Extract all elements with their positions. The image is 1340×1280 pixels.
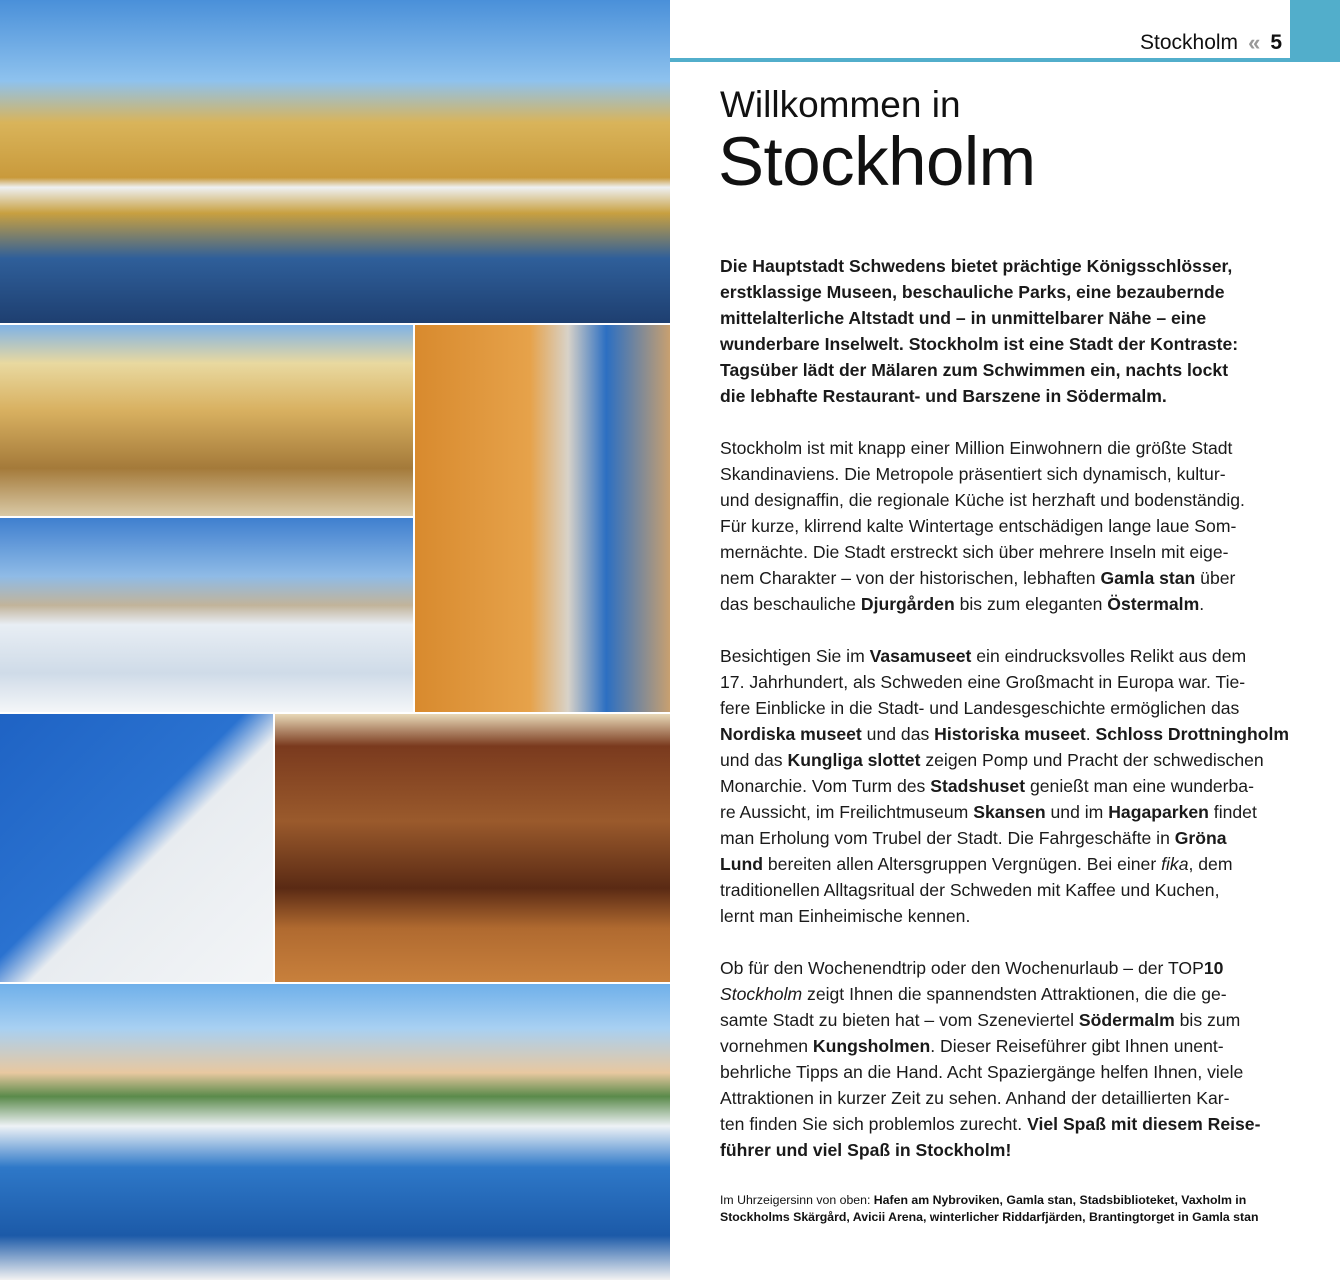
text-run: 17. Jahrhundert, als Schweden eine Großmacht in Europa war. Tie- <box>720 672 1246 692</box>
text-line <box>720 279 1295 305</box>
caption-line1: Hafen am Nybroviken, Gamla stan, Stadsbiblioteket, Vaxholm in <box>873 1193 1247 1207</box>
section-name: Stockholm <box>1140 31 1239 54</box>
text-line <box>720 903 1295 929</box>
text-run: und im <box>1045 802 1109 822</box>
photo-caption <box>720 1192 1258 1226</box>
body-text <box>720 253 1295 1189</box>
lead-paragraph <box>720 253 1295 409</box>
italic-term: Stockholm <box>720 984 803 1004</box>
text-run: findet <box>1208 802 1257 822</box>
text-run: das beschauliche <box>720 594 861 614</box>
text-run: vornehmen <box>720 1036 813 1056</box>
photo-winterlicher-riddarfjaerden <box>0 518 413 712</box>
photo-stadsbiblioteket <box>275 714 670 982</box>
paragraph <box>720 643 1295 929</box>
bold-term: Djurgården <box>860 594 955 614</box>
text-run: . Dieser Reiseführer gibt Ihnen unent- <box>930 1036 1224 1056</box>
text-line <box>720 695 1295 721</box>
photo-avicii-arena <box>0 714 273 982</box>
text-run: genießt man eine wunderba- <box>1025 776 1254 796</box>
bold-term: Historiska museet <box>934 724 1086 744</box>
text-run: Die Hauptstadt Schwedens bietet prächtige Königsschlösser, <box>720 256 1233 276</box>
text-run: . <box>1085 724 1096 744</box>
photo-gamla-stan <box>415 325 670 712</box>
text-run: traditionellen Alltagsritual der Schweden mit Kaffee und Kuchen, <box>720 880 1220 900</box>
text-run: Monarchie. Vom Turm des <box>720 776 931 796</box>
text-line <box>720 799 1295 825</box>
text-line <box>720 851 1295 877</box>
text-line <box>720 565 1295 591</box>
text-line <box>720 383 1295 409</box>
bold-term: Nordiska museet <box>720 724 862 744</box>
text-line <box>720 669 1295 695</box>
text-line <box>720 591 1295 617</box>
text-run: man Erholung vom Trubel der Stadt. Die Fahrgeschäfte in <box>720 828 1175 848</box>
text-run: bereiten allen Altersgruppen Vergnügen. Bei einer <box>763 854 1162 874</box>
text-line <box>720 747 1295 773</box>
text-run: . <box>1199 594 1205 614</box>
text-line <box>720 643 1295 669</box>
text-run: Tagsüber lädt der Mälaren zum Schwimmen ein, nachts lockt <box>720 360 1229 380</box>
bold-term: Södermalm <box>1078 1010 1175 1030</box>
text-line <box>720 435 1295 461</box>
bold-term: Skansen <box>973 802 1046 822</box>
caption-line2: Stockholms Skärgård, Avicii Arena, winterlicher Riddarfjärden, Brantingtorget in Gamla stan <box>720 1210 1259 1224</box>
text-run: re Aussicht, im Freilichtmuseum <box>720 802 974 822</box>
paragraph <box>720 435 1295 617</box>
text-run: zeigt Ihnen die spannendsten Attraktionen, die die ge- <box>802 984 1227 1004</box>
text-run: zeigen Pomp und Pracht der schwedischen <box>920 750 1264 770</box>
text-line <box>720 955 1295 981</box>
text-line <box>720 1085 1295 1111</box>
text-run: Attraktionen in kurzer Zeit zu sehen. Anhand der detaillierten Kar- <box>720 1088 1230 1108</box>
bold-term: Schloss Drottningholm <box>1095 724 1290 744</box>
text-run: Stockholm ist mit knapp einer Million Einwohnern die größte Stadt <box>720 438 1233 458</box>
text-run: Skandinaviens. Die Metropole präsentiert sich dynamisch, kultur- <box>720 464 1226 484</box>
text-run: Für kurze, klirrend kalte Wintertage entschädigen lange laue Som- <box>720 516 1237 536</box>
text-line <box>720 1033 1295 1059</box>
text-line <box>720 357 1295 383</box>
header-accent-bar <box>1290 0 1340 60</box>
photo-hafen-am-nybroviken <box>0 0 670 323</box>
text-run: wunderbare Inselwelt. Stockholm ist eine Stadt der Kontraste: <box>720 334 1239 354</box>
text-line <box>720 513 1295 539</box>
text-line <box>720 721 1295 747</box>
caption-intro: Im Uhrzeigersinn von oben: <box>720 1193 874 1207</box>
bold-term: Vasamuseet <box>869 646 972 666</box>
bold-term: Lund <box>720 854 763 874</box>
bold-term: Hagaparken <box>1108 802 1209 822</box>
text-run: samte Stadt zu bieten hat – vom Szeneviertel <box>720 1010 1079 1030</box>
paragraph <box>720 955 1295 1163</box>
text-line <box>720 331 1295 357</box>
italic-term: fika <box>1161 854 1189 874</box>
text-line <box>720 825 1295 851</box>
page-title-line1: Willkommen in <box>720 84 961 125</box>
bold-term: Gröna <box>1174 828 1227 848</box>
text-run: über <box>1195 568 1236 588</box>
text-line <box>720 539 1295 565</box>
text-run: mernächte. Die Stadt erstreckt sich über mehrere Inseln mit eige- <box>720 542 1229 562</box>
text-line <box>720 773 1295 799</box>
bold-term: führer und viel Spaß in Stockholm! <box>720 1140 1012 1160</box>
text-run: behrliche Tipps an die Hand. Acht Spaziergänge helfen Ihnen, viele <box>720 1062 1244 1082</box>
bold-term: Viel Spaß mit diesem Reise- <box>1027 1114 1261 1134</box>
page-number: 5 <box>1270 31 1282 54</box>
bold-term: Stadshuset <box>930 776 1026 796</box>
double-chevron-icon: « <box>1248 30 1261 55</box>
text-line <box>720 1137 1295 1163</box>
text-run: mittelalterliche Altstadt und – in unmittelbarer Nähe – eine <box>720 308 1207 328</box>
text-run: die lebhafte Restaurant- und Barszene in Södermalm. <box>720 386 1167 406</box>
text-line <box>720 1007 1295 1033</box>
text-line <box>720 487 1295 513</box>
photo-vaxholm <box>0 984 670 1280</box>
text-line <box>720 877 1295 903</box>
text-run: ten finden Sie sich problemlos zurecht. <box>720 1114 1028 1134</box>
text-line <box>720 461 1295 487</box>
page-title-line2: Stockholm <box>718 123 1036 200</box>
text-run: erstklassige Museen, beschauliche Parks, eine bezaubernde <box>720 282 1225 302</box>
text-run: Ob für den Wochenendtrip oder den Wochenurlaub – der TOP <box>720 958 1204 978</box>
text-run: fere Einblicke in die Stadt- und Landesgeschichte ermöglichen das <box>720 698 1240 718</box>
text-run: bis zum <box>1174 1010 1241 1030</box>
text-run: Besichtigen Sie im <box>720 646 870 666</box>
text-run: nem Charakter – von der historischen, lebhaften <box>720 568 1101 588</box>
bold-term: Kungliga slottet <box>787 750 921 770</box>
running-header <box>1140 30 1282 56</box>
text-run: und das <box>720 750 788 770</box>
photo-brantingtorget <box>0 325 413 516</box>
text-line <box>720 305 1295 331</box>
text-line <box>720 1111 1295 1137</box>
text-run: bis zum eleganten <box>954 594 1108 614</box>
text-run: lernt man Einheimische kennen. <box>720 906 971 926</box>
text-line <box>720 981 1295 1007</box>
header-rule <box>670 58 1340 62</box>
bold-term: Kungsholmen <box>812 1036 931 1056</box>
bold-term: Gamla stan <box>1100 568 1196 588</box>
text-line <box>720 253 1295 279</box>
bold-term: Östermalm <box>1107 594 1200 614</box>
bold-term: 10 <box>1203 958 1224 978</box>
text-run: und designaffin, die regionale Küche ist herzhaft und bodenständig. <box>720 490 1245 510</box>
text-run: ein eindrucksvolles Relikt aus dem <box>971 646 1247 666</box>
text-run: , dem <box>1188 854 1233 874</box>
text-line <box>720 1059 1295 1085</box>
text-run: und das <box>861 724 935 744</box>
